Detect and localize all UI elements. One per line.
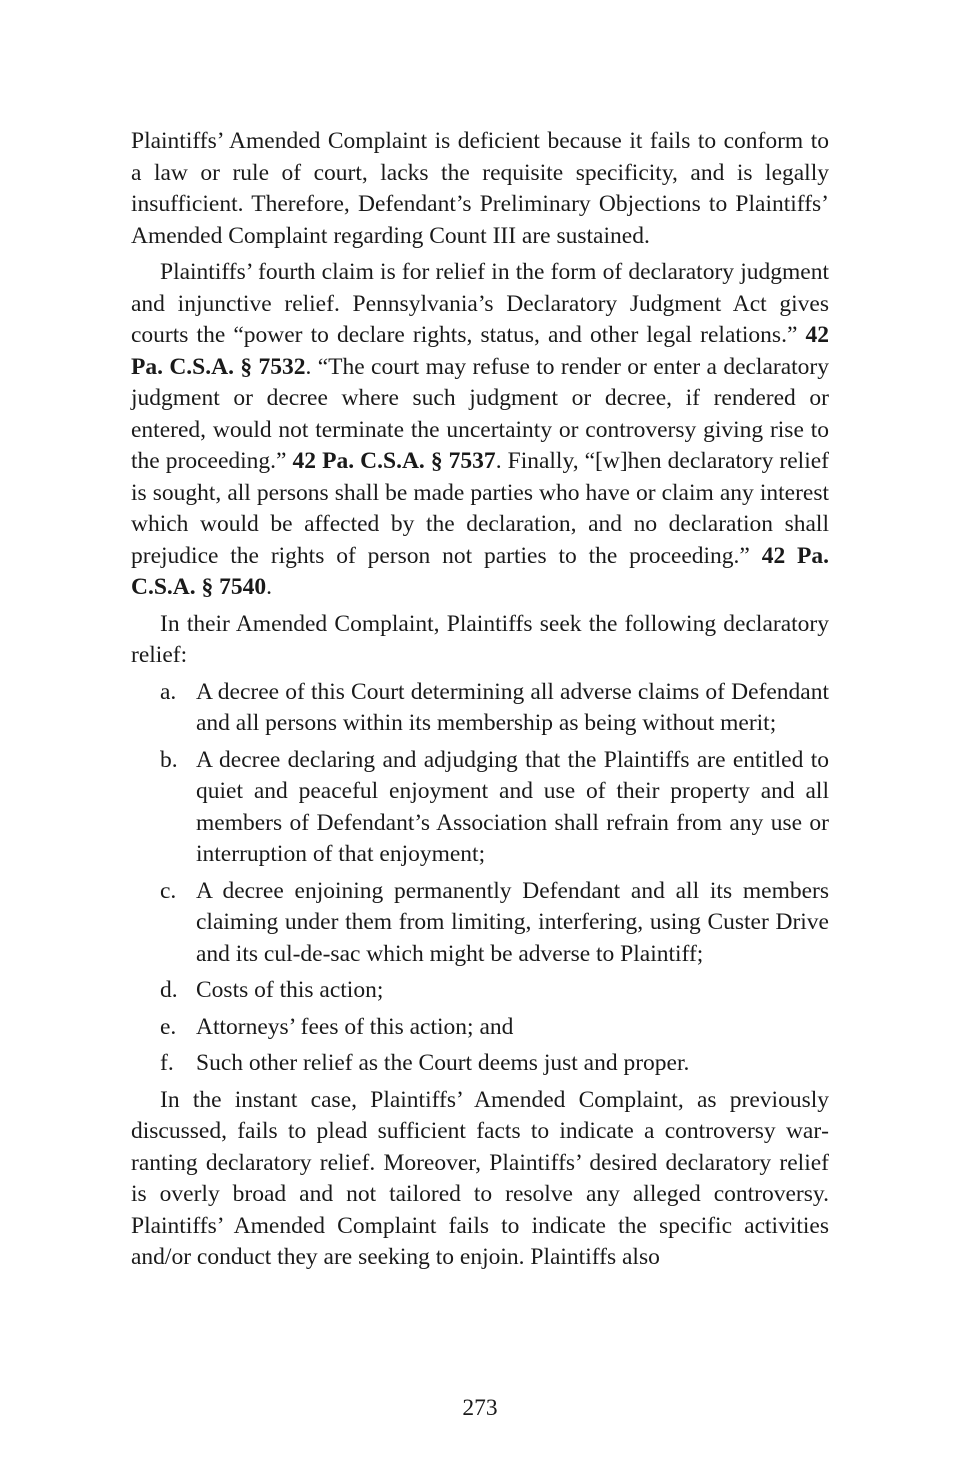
statute-citation: 42 Pa. C.S.A. § 7537 [292, 448, 496, 474]
paragraph-relief-intro: In their Amended Complaint, Plaintiffs seek the following declaratory relief: [131, 610, 829, 668]
list-item-text: Such other relief as the Court deems just and proper. [196, 1050, 690, 1076]
list-item-text: Attorneys’ fees of this action; and [196, 1013, 514, 1040]
list-marker: a. [160, 678, 177, 705]
list-item [131, 876, 829, 971]
list-item [131, 745, 829, 871]
list-item-text: Costs of this action; [196, 977, 384, 1003]
paragraph-text: . Finally, “[w]hen declaratory relief is sought, all persons shall be made parties who have or claim any interest which would be affected by the declaration, and no declaration shall prejudice the rights of person not parties to the proceeding.” [131, 448, 829, 569]
page-body [131, 126, 829, 1279]
paragraph-text: Plaintiffs’ fourth claim is for relief in the form of declaratory judgment and injunctive relief. Pennsylvania’s Declaratory Judgment Act gives courts the “power to declare rights, status, and other legal relations.” [131, 259, 829, 348]
list-item-text: A decree enjoining permanently Defendant and all its members claiming under them from limiting, interfering, using Custer Drive and its cul-de-sac which might be adverse to Plaintiff; [196, 877, 829, 967]
paragraph-text: . [266, 574, 273, 600]
list-marker: f. [160, 1050, 174, 1076]
list-item [131, 975, 829, 1007]
statute-citation: 42 Pa. C.S.A. § 7532 [131, 322, 829, 380]
list-marker: c. [160, 877, 177, 904]
paragraph-count-iii-conclusion: Plaintiffs’ Amended Complaint is deficient because it fails to conform to a law or rule of court, lacks the requisite specificity, and is legally insufficient. Therefore, Defendant’s Preliminary Objections to Plaintiffs’ Amended Complaint regarding Count III are sustained. [131, 128, 829, 249]
list-item [131, 677, 829, 740]
list-item [131, 1012, 829, 1044]
list-item [131, 1048, 829, 1080]
list-item-text: A decree declaring and adjudging that the Plaintiffs are entitled to quiet and peaceful enjoyment and use of their property and all members of Defendant’s Association shall refrain from any use or interruption of that enjoyment; [196, 746, 829, 867]
list-marker: b. [160, 746, 178, 773]
list-marker: d. [160, 977, 178, 1003]
relief-list [131, 677, 829, 1080]
paragraph-analysis: In the instant case, Plaintiffs’ Amended Complaint, as previously discussed, fails to plead sufficient facts to indicate a controversy warranting declaratory relief. Moreover, Plaintiffs’ desired declaratory relief is overly broad and not tailored to resolve any alleged controversy. Plaintiffs’ Amended Complaint fails to indicate the specific activities and/or conduct they are seeking to enjoin. Plaintiffs also [131, 1086, 829, 1270]
paragraph-text: . “The court may refuse to render or enter a declaratory judgment or decree where such judgment or decree, if rendered or entered, would not terminate the uncertainty or controversy giving rise to the proceeding.” [131, 353, 829, 474]
list-item-text: A decree of this Court determining all adverse claims of Defendant and all persons within its membership as being without merit; [196, 678, 829, 736]
list-marker: e. [160, 1013, 177, 1040]
statute-citation: 42 Pa. C.S.A. § 7540 [131, 542, 830, 600]
page-number: 273 [462, 1395, 498, 1421]
paragraph-declaratory-judgment-law [131, 257, 829, 604]
